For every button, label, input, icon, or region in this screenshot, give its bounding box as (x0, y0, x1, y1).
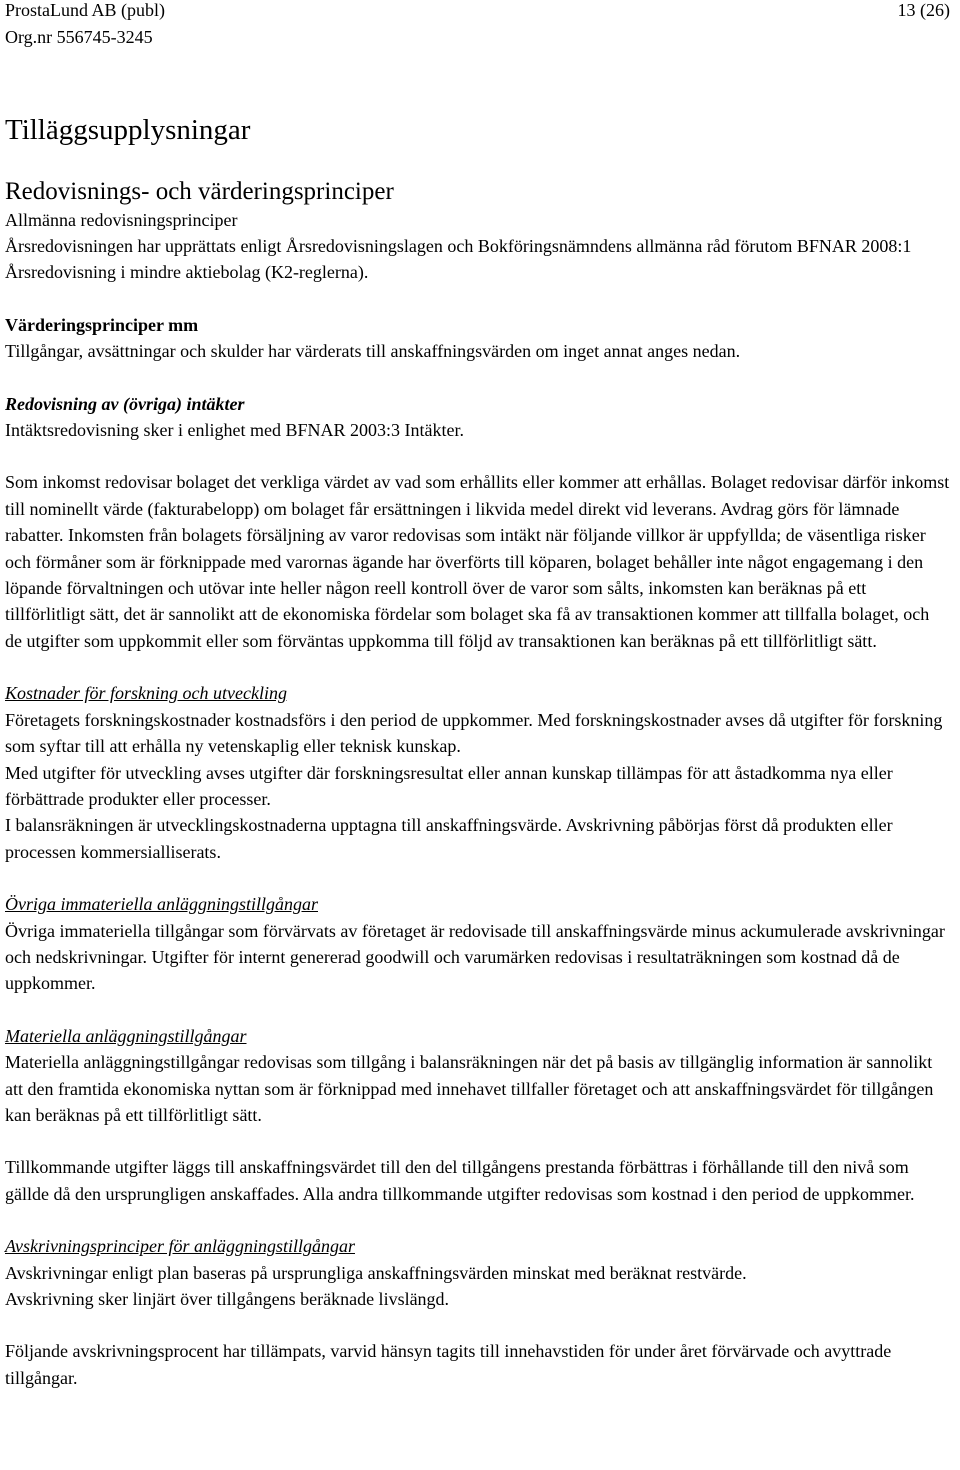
intangible-assets-heading: Övriga immateriella anläggningstillgångar (5, 894, 318, 915)
revenue-text: Intäktsredovisning sker i enlighet med BFNAR 2003:3 Intäkter. (5, 420, 464, 441)
tangible-assets-text-2: Tillkommande utgifter läggs till anskaffningsvärdet till den del tillgångens prestanda förbättras i förhållande till den nivå som gällde då den ursprungligen anskaffades. Alla andra tillkommande utgifter redovisas som kostnad i den period de uppkommer. (5, 1157, 915, 1204)
org-number: Org.nr 556745-3245 (5, 27, 153, 47)
rnd-text-3: I balansräkningen är utvecklingskostnaderna upptagna till anskaffningsvärde. Avskrivning påbörjas först då produkten eller processen kommersialliserats. (5, 815, 893, 862)
depreciation-text-1: Avskrivningar enligt plan baseras på ursprungliga anskaffningsvärden minskat med beräknat restvärde. (5, 1262, 747, 1283)
valuation-principles-heading: Värderingsprinciper mm (5, 314, 199, 335)
revenue-heading: Redovisning av (övriga) intäkter (5, 393, 245, 414)
depreciation-text-2: Avskrivning sker linjärt över tillgångens beräknade livslängd. (5, 1289, 450, 1309)
general-principles-heading: Allmänna redovisningsprinciper (5, 210, 238, 230)
valuation-principles-text: Tillgångar, avsättningar och skulder har värderats till anskaffningsvärden om inget annat anges nedan. (5, 341, 741, 362)
depreciation-heading: Avskrivningsprinciper för anläggningstillgångar (5, 1236, 355, 1257)
section-heading: Redovisnings- och värderingsprinciper (5, 178, 394, 205)
rnd-text-2: Med utgifter för utveckling avses utgifter där forskningsresultat eller annan kunskap tillämpas för att åstadkomma nya eller förbättrade produkter eller processer. (5, 762, 893, 809)
company-name: ProstaLund AB (publ) (5, 0, 165, 20)
depreciation-text-3: Följande avskrivningsprocent har tillämpats, varvid hänsyn tagits till innehavstiden för under året förvärvade och avyttrade tillgångar. (5, 1341, 892, 1388)
page-title: Tilläggsupplysningar (5, 114, 251, 146)
page-number: 13 (26) (897, 0, 950, 20)
page-header (5, 0, 950, 54)
tangible-assets-heading: Materiella anläggningstillgångar (5, 1025, 247, 1046)
tangible-assets-text: Materiella anläggningstillgångar redovisas som tillgång i balansräkningen när det på basis av tillgänglig information är sannolikt att den framtida ekonomiska nyttan som är förknippad med innehavet tillfaller företaget och att anskaffningsvärdet för tillgången kan beräknas på ett tillförlitligt sätt. (5, 1052, 934, 1125)
revenue-text-2: Som inkomst redovisar bolaget det verkliga värdet av vad som erhållits eller kommer att erhållas. Bolaget redovisar därför inkomst till nominellt värde (fakturabelopp) om bolaget får ersättningen i likvida medel direkt vid leverans. Avdrag görs för lämnade rabatter. Inkomsten från bolagets försäljning av varor redovisas som intäkt när följande villkor är uppfyllda; de väsentliga risker och förmåner som är förknippade med varornas ägande har överförts till köparen, bolaget behåller inte något engagemang i den löpande förvaltningen och utövar inte heller någon reell kontroll över de varor som sålts, inkomsten kan beräknas på ett tillförlitligt sätt, det är sannolikt att de ekonomiska fördelar som bolaget ska få av transaktionen kommer att tillfalla bolaget, och de utgifter som uppkommit eller som förväntas uppkomma till följd av transaktionen kan beräknas på ett tillförlitligt sätt. (5, 472, 950, 651)
intangible-assets-text: Övriga immateriella tillgångar som förvärvats av företaget är redovisade till anskaffningsvärde minus ackumulerade avskrivningar och nedskrivningar. Utgifter för internt genererad goodwill och varumärken redovisas i resultaträkningen som kostnad då de uppkommer. (5, 920, 945, 994)
general-principles-text: Årsredovisningen har upprättats enligt Årsredovisningslagen och Bokföringsnämndens allmänna råd förutom BFNAR 2008:1 Årsredovisning i mindre aktiebolag (K2-reglerna). (5, 236, 912, 283)
rnd-text-1: Företagets forskningskostnader kostnadsförs i den period de uppkommer. Med forskningskostnader avses då utgifter för forskning som syftar till att erhålla ny vetenskaplig eller teknisk kunskap. (5, 709, 943, 757)
rnd-heading: Kostnader för forskning och utveckling (5, 683, 287, 704)
